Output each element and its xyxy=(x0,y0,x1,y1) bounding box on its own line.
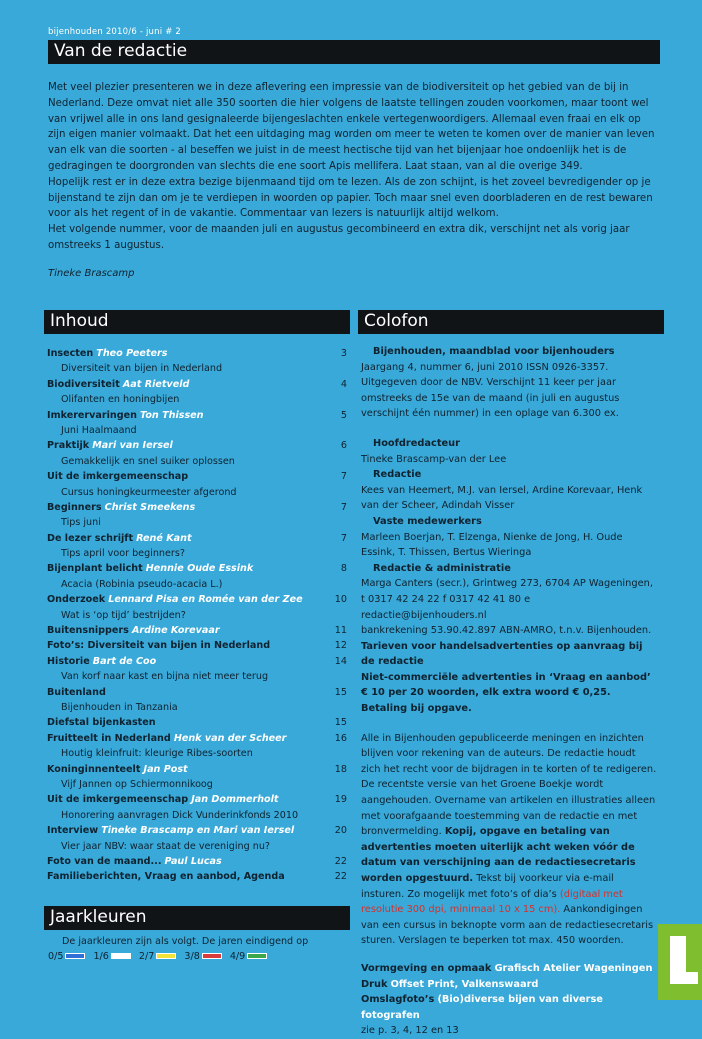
colofon-hoofdred-heading: Hoofdredacteur xyxy=(373,437,460,449)
toc-page-number: 7 xyxy=(340,501,347,513)
colofon-hoofdred: Tineke Brascamp-van der Lee xyxy=(361,453,507,465)
toc-page-number: 7 xyxy=(340,471,347,483)
toc-subtitle: Diversiteit van bijen in Nederland xyxy=(61,363,223,375)
colofon-niet-commercieel: Niet-commerciële advertenties in ‘Vraag en aanbod’ € 10 per 20 woorden, elk extra woord € 0,25. Betaling bij opgave. xyxy=(361,671,651,715)
toc-page-number: 20 xyxy=(334,825,347,837)
toc-entry xyxy=(47,731,347,746)
colofon-admin-bank: bankrekening 53.90.42.897 ABN-AMRO, t.n.v. Bijenhouden. xyxy=(361,625,652,637)
toc-author: Lennard Pisa en Romée van der Zee xyxy=(108,594,303,606)
year-color-swatch: 4/9 xyxy=(230,951,269,962)
toc-author: Christ Smeekens xyxy=(104,501,196,513)
toc-author: Jan Dommerholt xyxy=(191,794,279,806)
toc-category: Diefstal bijenkasten xyxy=(47,717,156,729)
redactie-paragraph-3: Het volgende nummer, voor de maanden juli en augustus gecombineerd en extra dik, verschijnt net als vorig jaar omstreeks 1 augustus. xyxy=(48,224,630,251)
redactie-paragraph-1: Met veel plezier presenteren we in deze aflevering een impressie van de biodiversiteit op het gebied van de bij in Nederland. Deze omvat niet alle 350 soorten die hier volgens de laatste tellingen zouden voorkomen, maar toont wel van vrijwel alle in ons land gesignaleerde bijengeslachten enkele vertegenwoordigers. Allemaal even fraai en elk op zijn eigen manier volmaakt. Dat het een uitdaging mag worden om meer te weten te komen over de manier van leven van elk van die soorten - al beseffen we juist in de meest hectische tijd van het bijenjaar hoe ondoenlijk het is de gedragingen te doorgronden van slechts die ene soort Apis mellifera. Laat staan, van al die overige 349. xyxy=(48,82,655,172)
table-of-contents xyxy=(47,346,347,885)
section-title-colofon: Colofon xyxy=(358,310,664,334)
toc-page-number: 14 xyxy=(334,655,347,667)
jaarkleuren-text xyxy=(48,934,348,964)
toc-subtitle: Van korf naar kast en bijna niet meer terug xyxy=(61,671,269,683)
toc-subtitle: Gemakkelijk en snel suiker oplossen xyxy=(61,455,235,467)
redactie-signature: Tineke Brascamp xyxy=(48,268,135,279)
toc-entry xyxy=(47,438,347,453)
jaarkleuren-intro: De jaarkleuren zijn als volgt. De jaren eindigend op xyxy=(62,936,309,947)
toc-subtitle: Acacia (Robinia pseudo-acacia L.) xyxy=(61,578,223,590)
colofon-vaste: Marleen Boerjan, T. Elzenga, Nienke de Jong, H. Oude Essink, T. Thissen, Bertus Wieringa xyxy=(361,531,623,559)
toc-category: Imkerervaringen xyxy=(47,409,137,421)
toc-author: Theo Peeters xyxy=(96,348,168,359)
section-title-jaarkleuren: Jaarkleuren xyxy=(44,906,350,930)
toc-category: Uit de imkergemeenschap xyxy=(47,471,189,483)
toc-author: Hennie Oude Essink xyxy=(145,563,254,575)
toc-author: Bart de Coo xyxy=(92,655,157,667)
toc-entry xyxy=(47,592,347,607)
section-title-redactie: Van de redactie xyxy=(48,40,660,64)
toc-category: Uit de imkergemeenschap xyxy=(47,794,189,806)
redactie-paragraph-2: Hopelijk rest er in deze extra bezige bijenmaand tijd om te lezen. Als de zon schijnt, is het zoveel bevredigender op je bijenstand te zijn dan om je te verdiepen in woorden op papier. Toch maar snel even doorbladeren en de rest bewaren voor als het regent of in de vakantie. Commentaar van lezers is natuurlijk altijd welkom. xyxy=(48,176,653,220)
toc-category: Beginners xyxy=(47,501,102,513)
toc-entry xyxy=(47,638,347,653)
year-color-swatch: 0/5 xyxy=(48,951,87,962)
toc-author: Aat Rietveld xyxy=(122,378,190,390)
toc-subtitle: Tips april voor beginners? xyxy=(61,548,185,560)
toc-entry xyxy=(47,623,347,638)
toc-entry xyxy=(47,531,347,546)
toc-page-number: 5 xyxy=(340,409,347,421)
colofon-omslag-ref: zie p. 3, 4, 12 en 13 xyxy=(361,1025,459,1037)
toc-subtitle: Vier jaar NBV: waar staat de vereniging nu? xyxy=(61,840,271,852)
toc-entry xyxy=(47,469,347,484)
jaarkleuren-swatches xyxy=(48,949,348,964)
toc-author: Ardine Korevaar xyxy=(131,625,220,637)
colofon-redactie: Kees van Heemert, M.J. van Iersel, Ardine Korevaar, Henk van der Scheer, Adindah Visser xyxy=(361,484,643,512)
toc-page-number: 16 xyxy=(334,732,347,744)
colofon-admin-heading: Redactie & administratie xyxy=(373,562,511,574)
toc-category: Onderzoek xyxy=(47,594,106,606)
toc-subtitle: Tips juni xyxy=(61,517,101,529)
toc-entry xyxy=(47,854,347,869)
toc-entry xyxy=(47,500,347,515)
redactie-text xyxy=(48,80,658,254)
toc-page-number: 6 xyxy=(340,440,347,452)
toc-entry xyxy=(47,823,347,838)
toc-entry xyxy=(47,715,347,730)
toc-page-number: 10 xyxy=(334,594,347,606)
toc-author: Ton Thissen xyxy=(140,409,204,421)
toc-page-number: 22 xyxy=(334,855,347,867)
year-color-swatch: 1/6 xyxy=(93,951,132,962)
toc-category: Foto van de maand... xyxy=(47,855,162,867)
year-color-swatch: 3/8 xyxy=(184,951,223,962)
toc-category: Buitenland xyxy=(47,686,106,698)
toc-subtitle: Vijf Jannen op Schiermonnikoog xyxy=(61,778,213,790)
toc-entry xyxy=(47,346,347,361)
toc-category: Familieberichten, Vraag en aanbod, Agenda xyxy=(47,871,285,883)
colofon-admin-contact: t 0317 42 24 22 f 0317 42 41 80 e redactie@bijenhouders.nl xyxy=(361,593,531,621)
colofon-vormgeving: Vormgeving en opmaak Grafisch Atelier Wageningen xyxy=(361,962,653,974)
toc-category: Koninginnenteelt xyxy=(47,763,141,775)
year-color-swatch: 2/7 xyxy=(139,951,178,962)
toc-author: René Kant xyxy=(136,532,192,544)
section-title-inhoud: Inhoud xyxy=(44,310,350,334)
toc-category: De lezer schrijft xyxy=(47,532,134,544)
toc-page-number: 7 xyxy=(340,532,347,544)
colofon-admin-address: Marga Canters (secr.), Grintweg 273, 6704 AP Wageningen, xyxy=(361,578,653,590)
toc-entry xyxy=(47,869,347,884)
toc-page-number: 18 xyxy=(334,763,347,775)
colofon-publication-title: Bijenhouden, maandblad voor bijenhouders xyxy=(373,346,615,357)
publisher-logo xyxy=(658,924,702,1000)
colofon-disclaimer: Alle in Bijenhouden gepubliceerde meningen en inzichten blijven voor rekening van de auteurs. De redactie houdt zich het recht voor de bijdragen in te korten of te redigeren. De recentste versie van het Groene Boekje wordt aangehouden. Overname van artikelen en illustraties alleen met voorafgaande toestemming van de redactie en met bronvermelding. Kopij, opgave en betaling van advertenties moeten uiterlijk acht weken vóór de datum van verschijning aan de redactiesecretaris worden opgestuurd. Tekst bij voorkeur via e-mail insturen. Zo mogelijk met foto’s of dia’s (digitaal met resolutie 300 dpi, minimaal 10 x 15 cm). Aankondigingen van een cursus in beknopte vorm aan de redactiesecretaris sturen. Verslagen te beperken tot max. 450 woorden. xyxy=(361,732,657,947)
toc-entry xyxy=(47,408,347,423)
colofon-omslag: Omslagfoto’s (Bio)diverse bijen van diverse fotografen xyxy=(361,994,603,1021)
toc-category: Insecten xyxy=(47,348,94,359)
toc-page-number: 15 xyxy=(334,717,347,729)
toc-category: Foto’s: Diversiteit van bijen in Nederland xyxy=(47,640,271,652)
toc-category: Bijenplant belicht xyxy=(47,563,143,575)
toc-entry xyxy=(47,792,347,807)
toc-page-number: 12 xyxy=(334,640,347,652)
toc-subtitle: Juni Haalmaand xyxy=(61,424,137,436)
toc-category: Buitensnippers xyxy=(47,625,129,637)
colofon-tarieven: Tarieven voor handelsadvertenties op aanvraag bij de redactie xyxy=(361,640,643,668)
toc-entry xyxy=(47,762,347,777)
toc-page-number: 19 xyxy=(334,794,347,806)
toc-subtitle: Wat is ‘op tijd’ bestrijden? xyxy=(61,609,186,621)
toc-subtitle: Houtig kleinfruit: kleurige Ribes-soorten xyxy=(61,748,253,760)
toc-author: Mari van Iersel xyxy=(92,440,173,452)
toc-subtitle: Olifanten en honingbijen xyxy=(61,394,180,406)
colofon-druk: Druk Offset Print, Valkenswaard xyxy=(361,978,539,990)
toc-entry xyxy=(47,377,347,392)
running-title: bijenhouden 2010/6 - juni # 2 xyxy=(48,27,182,37)
toc-author: Tineke Brascamp en Mari van Iersel xyxy=(101,825,295,837)
toc-entry xyxy=(47,654,347,669)
toc-page-number: 8 xyxy=(340,563,347,575)
colofon-redactie-heading: Redactie xyxy=(373,469,422,481)
toc-author: Henk van der Scheer xyxy=(173,732,287,744)
toc-entry xyxy=(47,685,347,700)
toc-author: Jan Post xyxy=(143,763,188,775)
toc-entry xyxy=(47,561,347,576)
colofon-vaste-heading: Vaste medewerkers xyxy=(373,515,482,527)
colofon-block xyxy=(361,344,657,1039)
toc-page-number: 15 xyxy=(334,686,347,698)
toc-subtitle: Bijenhouden in Tanzania xyxy=(61,701,178,713)
toc-category: Praktijk xyxy=(47,440,90,452)
toc-page-number: 4 xyxy=(340,378,347,390)
toc-subtitle: Honorering aanvragen Dick Vunderinkfonds 2010 xyxy=(61,809,299,821)
colofon-publication-info: Jaargang 4, nummer 6, juni 2010 ISSN 0926-3357. Uitgegeven door de NBV. Verschijnt 11 keer per jaar omstreeks de 15e van de maand (in juli en augustus verschijnt één nummer) in een oplage van 6.300 ex. xyxy=(361,361,620,420)
toc-page-number: 22 xyxy=(334,871,347,883)
toc-category: Biodiversiteit xyxy=(47,378,120,390)
toc-page-number: 3 xyxy=(340,348,347,359)
toc-category: Historie xyxy=(47,655,90,667)
toc-subtitle: Cursus honingkeurmeester afgerond xyxy=(61,486,237,498)
toc-category: Interview xyxy=(47,825,99,837)
toc-page-number: 11 xyxy=(334,625,347,637)
toc-category: Fruitteelt in Nederland xyxy=(47,732,171,744)
toc-author: Paul Lucas xyxy=(164,855,222,867)
